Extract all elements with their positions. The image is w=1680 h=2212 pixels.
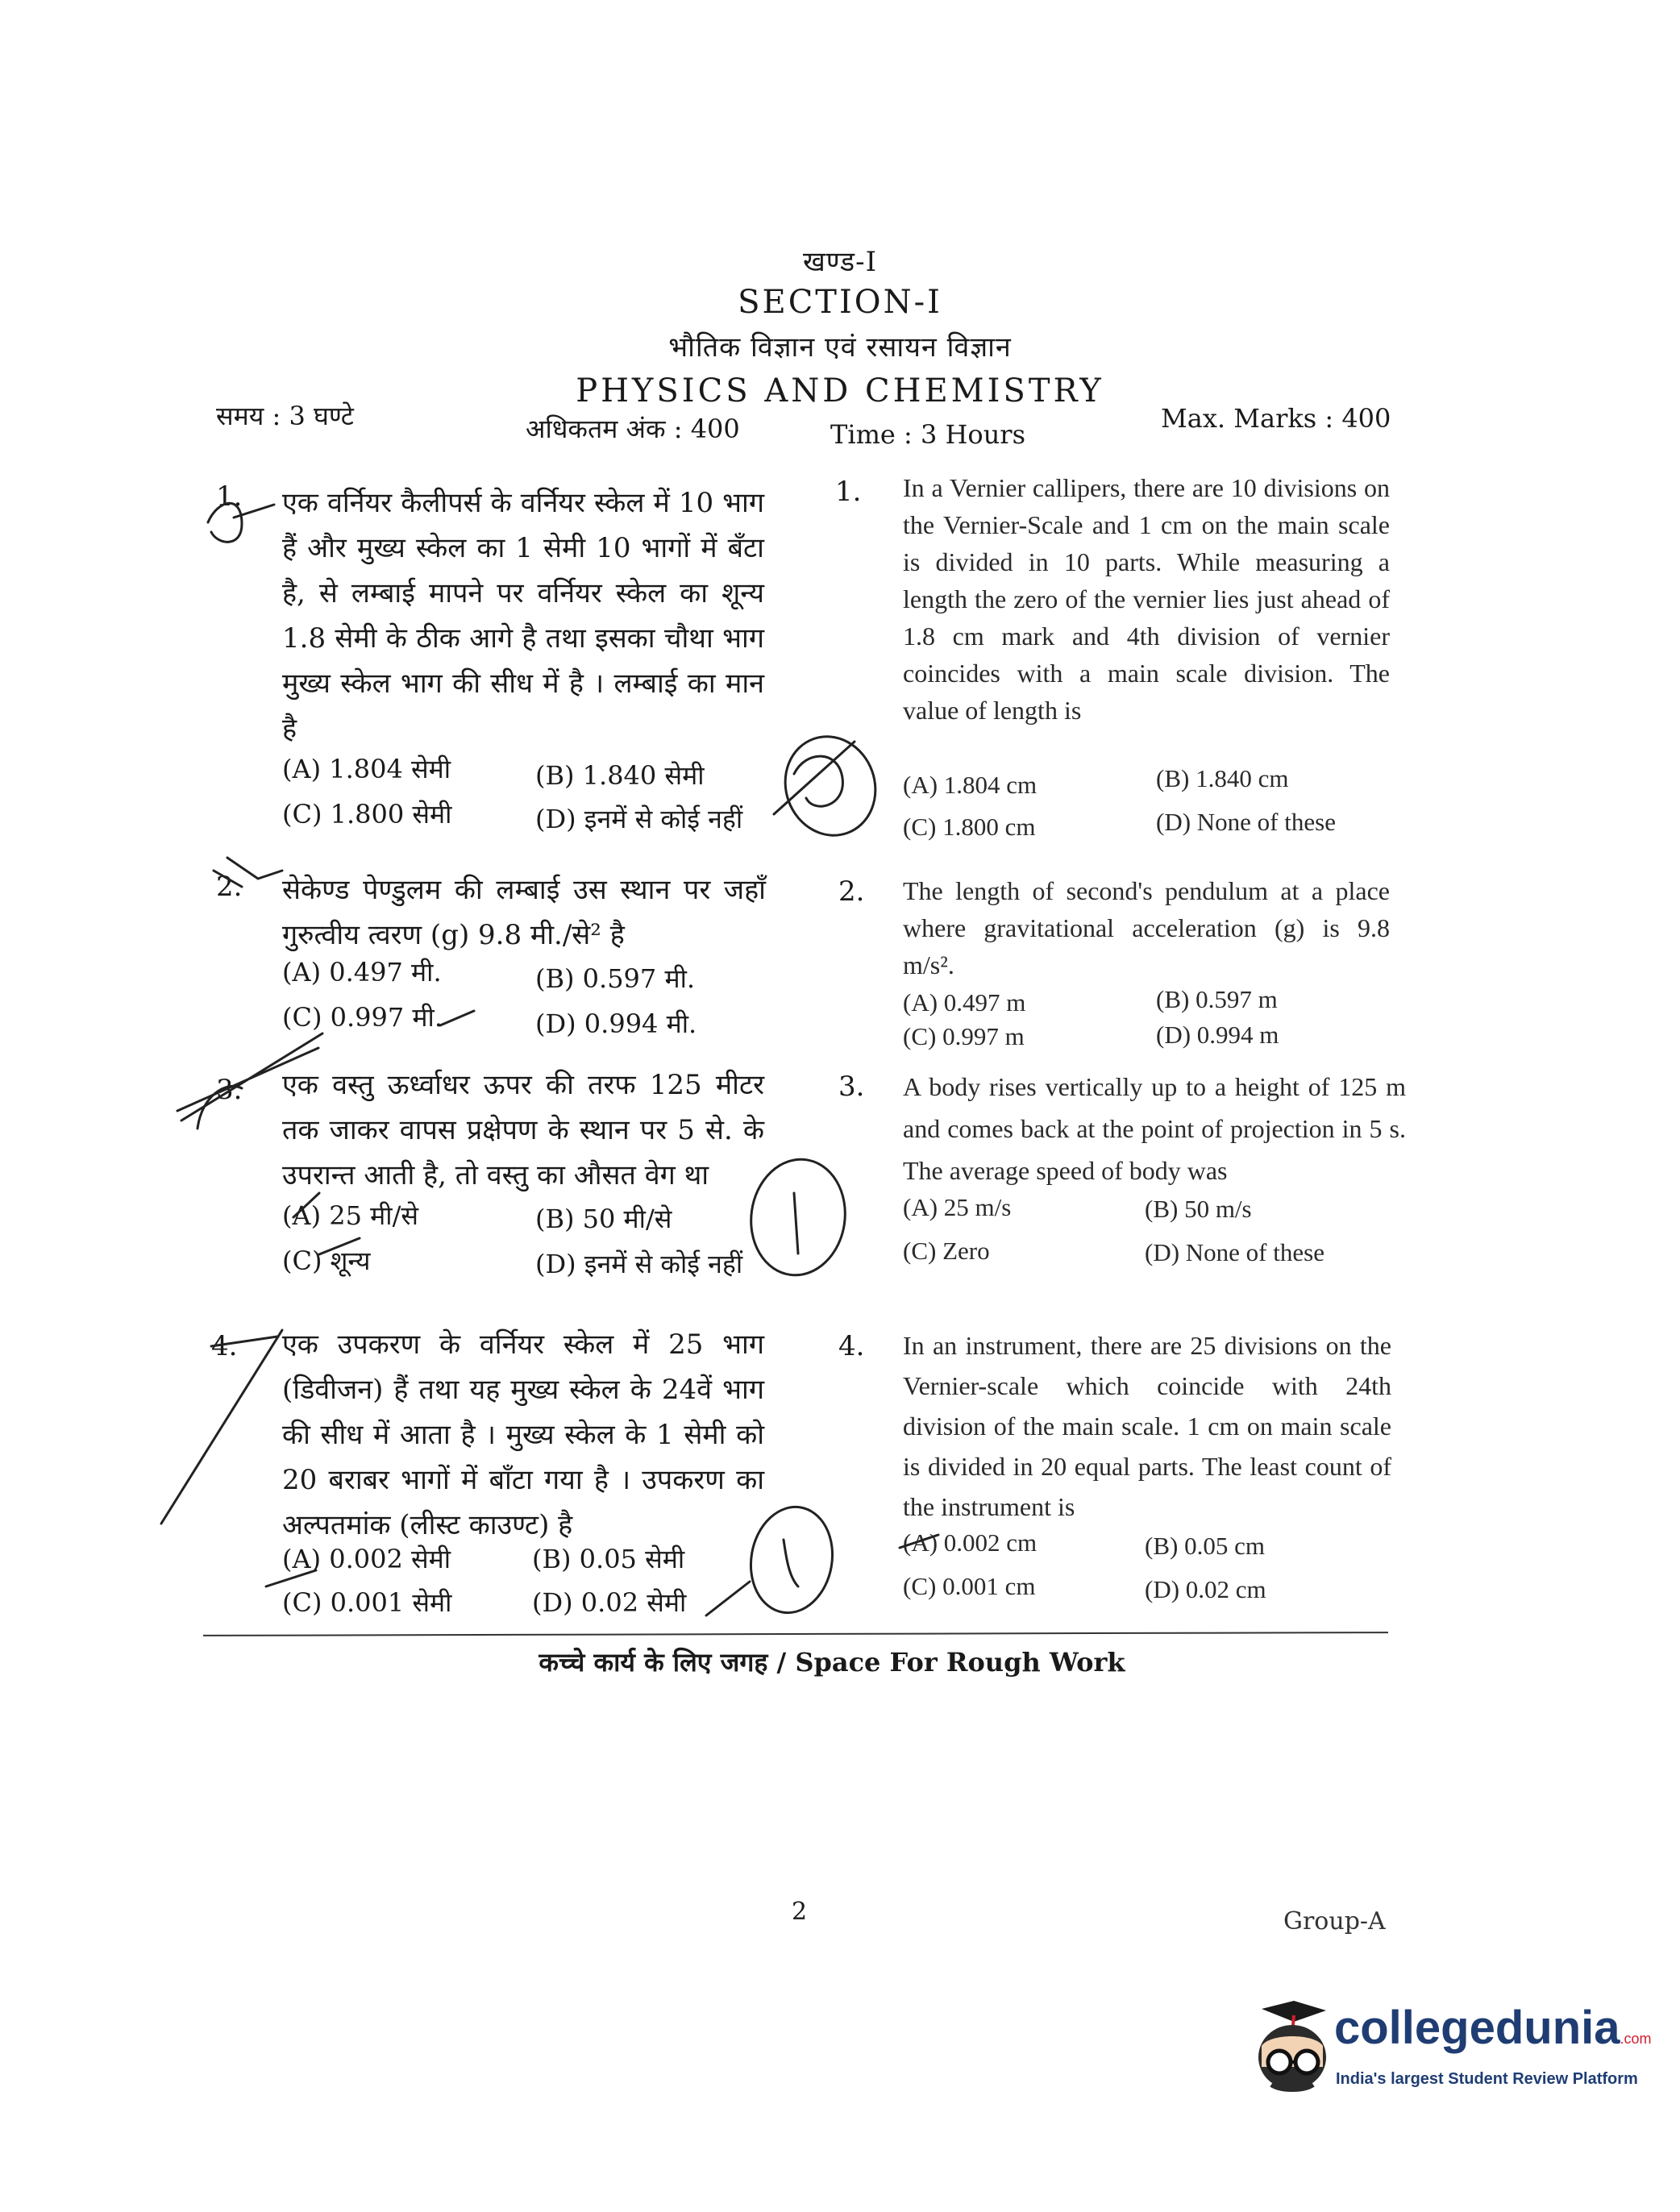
question-number: 2. bbox=[216, 871, 243, 903]
collegedunia-watermark bbox=[1245, 2001, 1652, 2122]
question-number: 1. bbox=[216, 480, 243, 513]
option-b-english: (B) 0.05 cm bbox=[1145, 1532, 1265, 1560]
section-title: SECTION-I bbox=[738, 284, 942, 321]
option-c-english: (C) 0.997 m bbox=[903, 1022, 1025, 1050]
option-c-english: (C) 0.001 cm bbox=[903, 1572, 1036, 1600]
option-d-english: (D) 0.02 cm bbox=[1145, 1575, 1266, 1603]
question-text-english: In a Vernier callipers, there are 10 divisions on the Vernier-Scale and 1 cm on the main scale is divided in 10 parts. While measuring a length the zero of the vernier lies just ahead of 1.8 cm mark and 4th division of vernier coincides with a main scale division. The value of length is bbox=[903, 473, 1390, 725]
brand-name: collegedunia.com bbox=[1334, 2002, 1652, 2054]
option-c-hindi: (C) 0.997 मी. bbox=[282, 1002, 443, 1033]
option-a-hindi: (A) 1.804 सेमी bbox=[282, 754, 451, 784]
option-b-english: (B) 0.597 m bbox=[1156, 985, 1278, 1013]
time-label-hindi: समय : 3 घण्टे bbox=[216, 401, 354, 431]
option-a-hindi: (A) 25 मी/से bbox=[282, 1200, 418, 1231]
option-a-english: (A) 1.804 cm bbox=[903, 771, 1038, 799]
question-text-english: The length of second's pendulum at a place where gravitational acceleration (g) is 9.8 m/s². bbox=[903, 876, 1390, 979]
question-text-hindi: एक उपकरण के वर्नियर स्केल में 25 भाग (डिवीजन) हैं तथा यह मुख्य स्केल के 24वें भाग की सीध में आता है । मुख्य स्केल के 1 सेमी को 20 बराबर भागों में बाँटा गया है । उपकरण का अल्पतमांक (लीस्ट काउण्ट) है bbox=[282, 1328, 764, 1541]
option-b-english: (B) 1.840 cm bbox=[1156, 764, 1289, 792]
option-c-hindi: (C) 0.001 सेमी bbox=[282, 1587, 452, 1618]
question-text-english: In an instrument, there are 25 divisions on the Vernier-scale which coincide with 24th division of the main scale. 1 cm on main scale is divided in 20 equal parts. The least count of the instrument is bbox=[903, 1331, 1391, 1521]
option-a-english: (A) 0.497 m bbox=[903, 988, 1026, 1017]
section-title-hindi: खण्ड-I bbox=[802, 246, 878, 278]
option-d-english: (D) 0.994 m bbox=[1156, 1021, 1279, 1049]
option-c-english: (C) 1.800 cm bbox=[903, 813, 1036, 841]
option-d-english: (D) None of these bbox=[1145, 1238, 1324, 1266]
option-d-hindi: (D) इनमें से कोई नहीं bbox=[535, 1249, 743, 1279]
question-text-hindi: एक वस्तु ऊर्ध्वाधर ऊपर की तरफ 125 मीटर तक जाकर वापस प्रक्षेपण के स्थान पर 5 से. के उपरान्त आती है, तो वस्तु का औसत वेग था bbox=[282, 1069, 764, 1191]
option-d-english: (D) None of these bbox=[1156, 808, 1336, 836]
marks-label-hindi: अधिकतम अंक : 400 bbox=[526, 414, 740, 444]
divider-line bbox=[203, 1632, 1388, 1636]
subject-title-hindi: भौतिक विज्ञान एवं रसायन विज्ञान bbox=[668, 331, 1012, 364]
brand-tagline: India's largest Student Review Platform bbox=[1336, 2070, 1638, 2088]
option-b-hindi: (B) 50 मी/से bbox=[535, 1204, 672, 1234]
question-text-english: A body rises vertically up to a height of 125 m and comes back at the point of projection in 5 s. The average speed of body was bbox=[903, 1072, 1406, 1185]
question-number-en: 1. bbox=[835, 476, 862, 508]
subject-title: PHYSICS AND CHEMISTRY bbox=[576, 372, 1104, 410]
option-d-hindi: (D) इनमें से कोई नहीं bbox=[535, 804, 743, 834]
option-b-hindi: (B) 0.597 मी. bbox=[535, 963, 696, 994]
option-a-hindi: (A) 0.002 सेमी bbox=[282, 1544, 451, 1574]
option-b-hindi: (B) 0.05 सेमी bbox=[532, 1544, 685, 1574]
option-c-hindi: (C) 1.800 सेमी bbox=[282, 799, 452, 830]
option-b-english: (B) 50 m/s bbox=[1145, 1195, 1252, 1223]
question-text-hindi: सेकेण्ड पेण्डुलम की लम्बाई उस स्थान पर जहाँ गुरुत्वीय त्वरण (g) 9.8 मी./से² है bbox=[282, 874, 766, 951]
option-a-hindi: (A) 0.497 मी. bbox=[282, 957, 442, 988]
rough-work-label: कच्चे कार्य के लिए जगह / Space For Rough Work bbox=[539, 1647, 1125, 1678]
question-number-en: 2. bbox=[838, 875, 865, 908]
question-number-en: 4. bbox=[838, 1330, 865, 1362]
page-number: 2 bbox=[792, 1898, 808, 1926]
marks-label: Max. Marks : 400 bbox=[1161, 403, 1391, 434]
option-d-hindi: (D) 0.994 मी. bbox=[535, 1008, 697, 1039]
option-a-english: (A) 25 m/s bbox=[903, 1193, 1012, 1221]
mascot-logo-icon bbox=[1245, 2001, 1333, 2114]
option-b-hindi: (B) 1.840 सेमी bbox=[535, 760, 705, 791]
option-c-english: (C) Zero bbox=[903, 1237, 990, 1265]
option-c-hindi: (C) शून्य bbox=[282, 1245, 371, 1276]
question-number-en: 3. bbox=[838, 1071, 865, 1103]
group-label: Group-A bbox=[1283, 1907, 1386, 1936]
option-a-english: (A) 0.002 cm bbox=[903, 1528, 1038, 1557]
question-number: 4. bbox=[211, 1330, 238, 1362]
option-d-hindi: (D) 0.02 सेमी bbox=[532, 1587, 687, 1618]
time-label: Time : 3 Hours bbox=[830, 419, 1026, 450]
question-number: 3. bbox=[216, 1074, 243, 1106]
question-text-hindi: एक वर्नियर कैलीपर्स के वर्नियर स्केल में 10 भाग हैं और मुख्य स्केल का 1 सेमी 10 भागों में बँटा है, से लम्बाई मापने पर वर्नियर स्केल का शून्य 1.8 सेमी के ठीक आगे है तथा इसका चौथा भाग मुख्य स्केल भाग की सीध में है । लम्बाई का मान है bbox=[282, 487, 764, 745]
